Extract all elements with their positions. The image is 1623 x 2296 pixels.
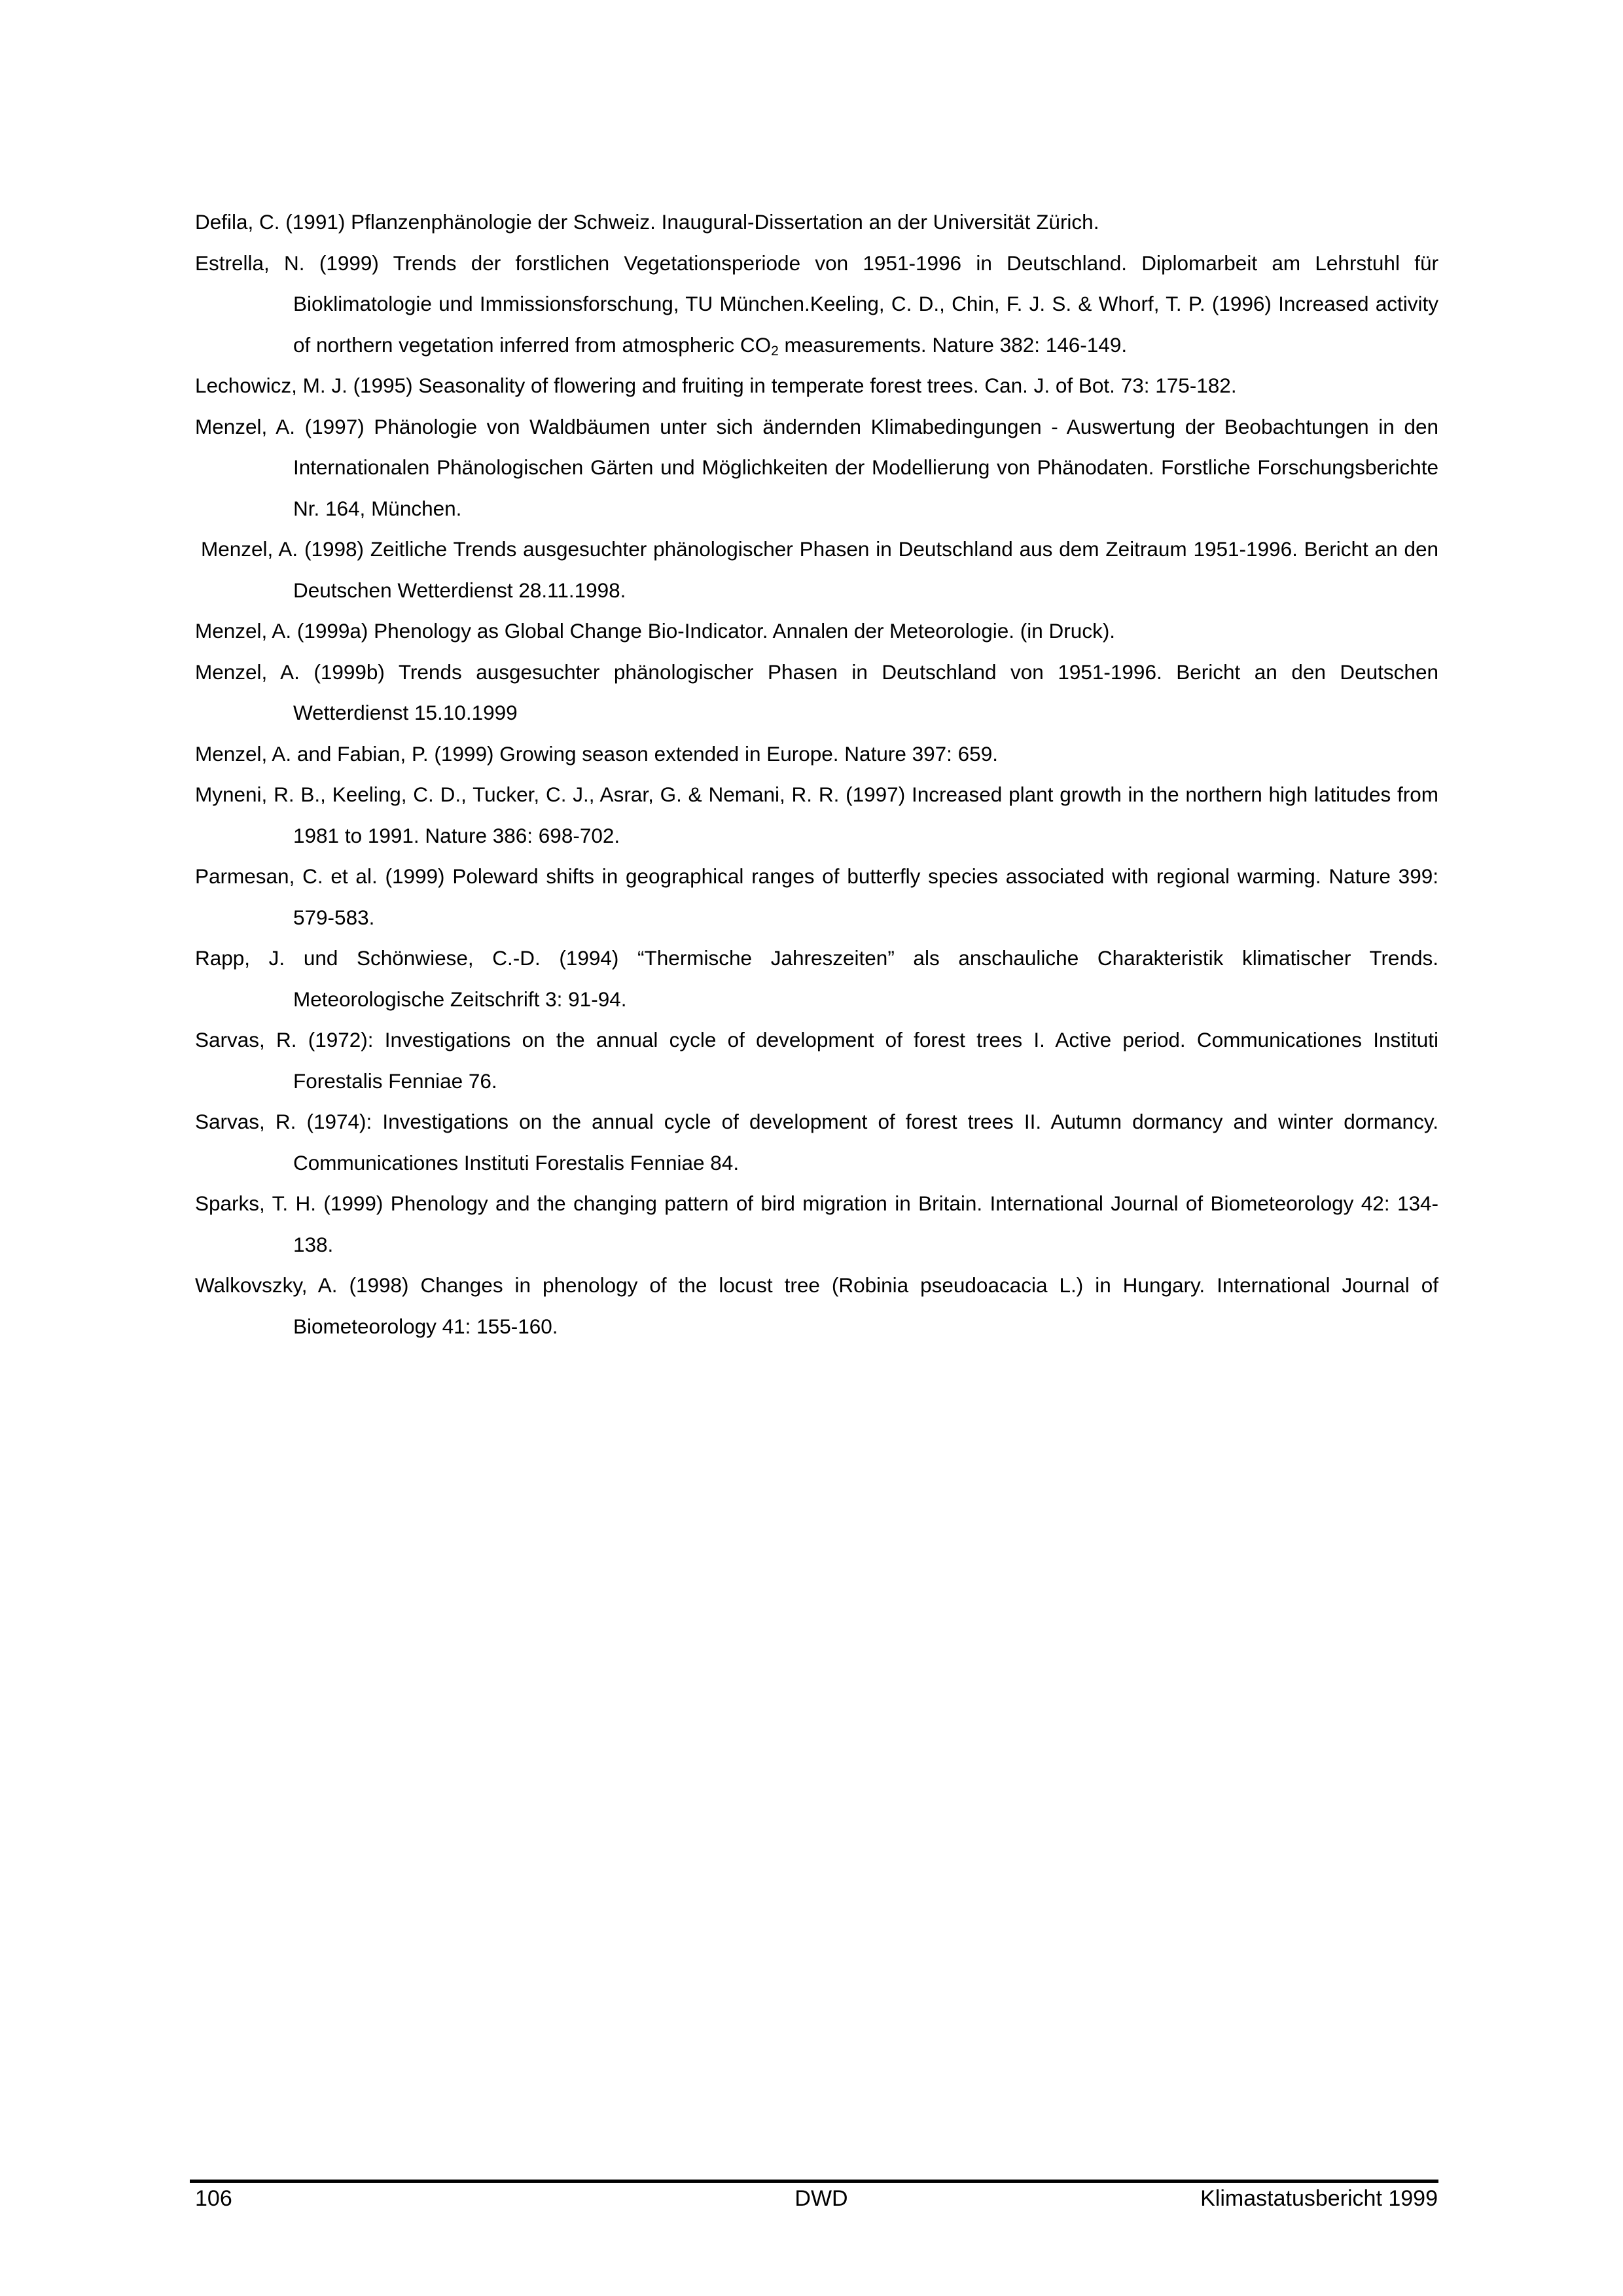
reference-menzel-1999a: Menzel, A. (1999a) Phenology as Global Change Bio-Indicator. Annalen der Meteorologie. (in Druck). bbox=[195, 619, 1116, 643]
reference-estrella-text: Estrella, N. (1999) Trends der forstlichen Vegetationsperiode von 1951-1996 in Deutschland. Diplomarbeit am Lehrstuhl für Bioklimatologie und Immissionsforschung, TU München.Keeling, C. D., Chin, F. J. S. & Whorf, T. P. (1996) Increased activity of northern vegetation inferred from atmospheric CO bbox=[195, 251, 1438, 357]
co2-subscript: 2 bbox=[771, 343, 779, 359]
reference-list bbox=[195, 202, 1438, 1347]
reference-defila-1991: Defila, C. (1991) Pflanzenphänologie der Schweiz. Inaugural-Dissertation an der Universität Zürich. bbox=[195, 210, 1099, 234]
reference-menzel-fabian-1999: Menzel, A. and Fabian, P. (1999) Growing season extended in Europe. Nature 397: 659. bbox=[195, 741, 998, 766]
reference-parmesan-1999: Parmesan, C. et al. (1999) Poleward shifts in geographical ranges of butterfly species associated with regional warming. Nature 399: 579-583. bbox=[195, 864, 1438, 929]
reference-lechowicz-1995: Lechowicz, M. J. (1995) Seasonality of flowering and fruiting in temperate forest trees. Can. J. of Bot. 73: 175-182. bbox=[195, 374, 1237, 397]
reference-sarvas-1972: Sarvas, R. (1972): Investigations on the annual cycle of development of forest trees I. Active period. Communicationes Instituti Forestalis Fenniae 76. bbox=[195, 1028, 1438, 1093]
footer-report-title: Klimastatusbericht 1999 bbox=[1200, 2186, 1438, 2211]
reference-menzel-1999b: Menzel, A. (1999b) Trends ausgesuchter phänologischer Phasen in Deutschland von 1951-1996. Bericht an den Deutschen Wetterdienst 15.10.1999 bbox=[195, 660, 1438, 724]
reference-rapp-1994: Rapp, J. und Schönwiese, C.-D. (1994) “Thermische Jahreszeiten” als anschauliche Charakteristik klimatischer Trends. Meteorologische Zeitschrift 3: 91-94. bbox=[195, 946, 1438, 1011]
reference-walkovszky-1998: Walkovszky, A. (1998) Changes in phenology of the locust tree (Robinia pseudoacacia L.) in Hungary. International Journal of Biometeorology 41: 155-160. bbox=[195, 1273, 1438, 1338]
reference-menzel-1997: Menzel, A. (1997) Phänologie von Waldbäumen unter sich ändernden Klimabedingungen - Auswertung der Beobachtungen in den Internationalen Phänologischen Gärten und Möglichkeiten der Modellierung von Phänodaten. Forstliche Forschungsberichte Nr. 164, München. bbox=[195, 414, 1438, 520]
reference-sarvas-1974: Sarvas, R. (1974): Investigations on the annual cycle of development of forest trees II. Autumn dormancy and winter dormancy. Communicationes Instituti Forestalis Fenniae 84. bbox=[195, 1110, 1438, 1174]
footer-rule bbox=[190, 2180, 1438, 2183]
reference-estrella-1999 bbox=[195, 243, 1438, 366]
page-number: 106 bbox=[195, 2186, 232, 2211]
reference-myneni-1997: Myneni, R. B., Keeling, C. D., Tucker, C. J., Asrar, G. & Nemani, R. R. (1997) Increased plant growth in the northern high latitudes from 1981 to 1991. Nature 386: 698-702. bbox=[195, 783, 1438, 847]
reference-estrella-tail: measurements. Nature 382: 146-149. bbox=[778, 332, 1128, 357]
reference-sparks-1999: Sparks, T. H. (1999) Phenology and the changing pattern of bird migration in Britain. International Journal of Biometeorology 42: 134-138. bbox=[195, 1192, 1438, 1256]
reference-menzel-1998: Menzel, A. (1998) Zeitliche Trends ausgesuchter phänologischer Phasen in Deutschland aus dem Zeitraum 1951-1996. Bericht an den Deutschen Wetterdienst 28.11.1998. bbox=[201, 537, 1438, 602]
footer-publisher: DWD bbox=[794, 2186, 848, 2211]
